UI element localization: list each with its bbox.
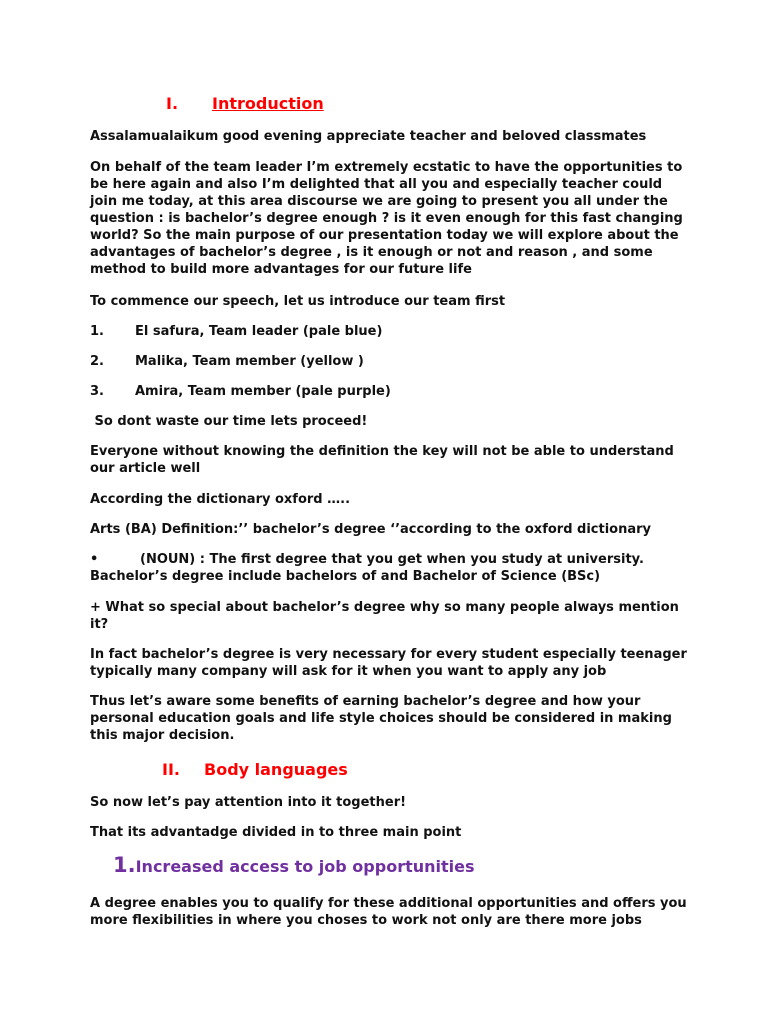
paragraph-degree: A degree enables you to qualify for these additional opportunities and offers you more flexibilities in where you choses to work not only are there more jobs	[90, 896, 687, 928]
paragraph-thus: Thus let’s aware some benefits of earning bachelor’s degree and how your personal education goals and life style choices should be considered in making this major decision.	[90, 694, 672, 743]
paragraph-according: According the dictionary oxford …..	[90, 492, 351, 507]
paragraph-in-fact: In fact bachelor’s degree is very necessary for every student especially teenager typically many company will ask for it when you want to apply any job	[90, 647, 687, 679]
section-number: I.	[166, 94, 179, 113]
list-number: 3.	[90, 384, 104, 399]
section-title: Introduction	[212, 94, 324, 113]
paragraph-everyone: Everyone without knowing the definition the key will not be able to understand our article well	[90, 444, 674, 476]
section-title: Body languages	[204, 760, 348, 779]
noun-text: (NOUN) : The first degree that you get when you study at university. Bachelor’s degree include bachelors of and Bachelor of Science (BSc)	[90, 552, 644, 584]
paragraph-greeting: Assalamualaikum good evening appreciate teacher and beloved classmates	[90, 129, 647, 144]
paragraph-proceed: So dont waste our time lets proceed!	[90, 414, 368, 429]
list-text: Amira, Team member (pale purple)	[135, 384, 391, 399]
bullet-icon: •	[90, 552, 99, 567]
list-number: 2.	[90, 354, 104, 369]
paragraph-attention: So now let’s pay attention into it together!	[90, 795, 407, 810]
list-text: Malika, Team member (yellow )	[135, 354, 364, 369]
subheading-job-opportunities	[113, 853, 475, 877]
section-number: II.	[162, 760, 180, 779]
paragraph-noun-definition	[90, 551, 690, 585]
paragraph-advantage: That its advantadge divided in to three main point	[90, 825, 462, 840]
section-heading-introduction	[166, 94, 324, 113]
team-list-item	[90, 353, 690, 370]
list-number: 1.	[90, 324, 104, 339]
paragraph-behalf: On behalf of the team leader I’m extremely ecstatic to have the opportunities to be here again and also I’m delighted that all you and especially teacher could join me today, at this area discourse we are going to present you all under the question : is bachelor’s degree enough ? is it even enough for this fast changing world? So the main purpose of our presentation today we will explore about the advantages of bachelor’s degree , is it enough or not and reason , and some method to build more advantages for our future life	[90, 160, 683, 277]
subheading-title: Increased access to job opportunities	[135, 857, 475, 876]
paragraph-arts-definition: Arts (BA) Definition:’’ bachelor’s degree ‘’according to the oxford dictionary	[90, 522, 652, 537]
paragraph-commence: To commence our speech, let us introduce our team first	[90, 294, 506, 309]
team-list-item	[90, 323, 690, 340]
section-heading-body	[162, 760, 348, 779]
subheading-number: 1.	[113, 853, 136, 877]
team-list-item	[90, 383, 690, 400]
paragraph-special: + What so special about bachelor’s degree why so many people always mention it?	[90, 600, 679, 632]
list-text: El safura, Team leader (pale blue)	[135, 324, 383, 339]
